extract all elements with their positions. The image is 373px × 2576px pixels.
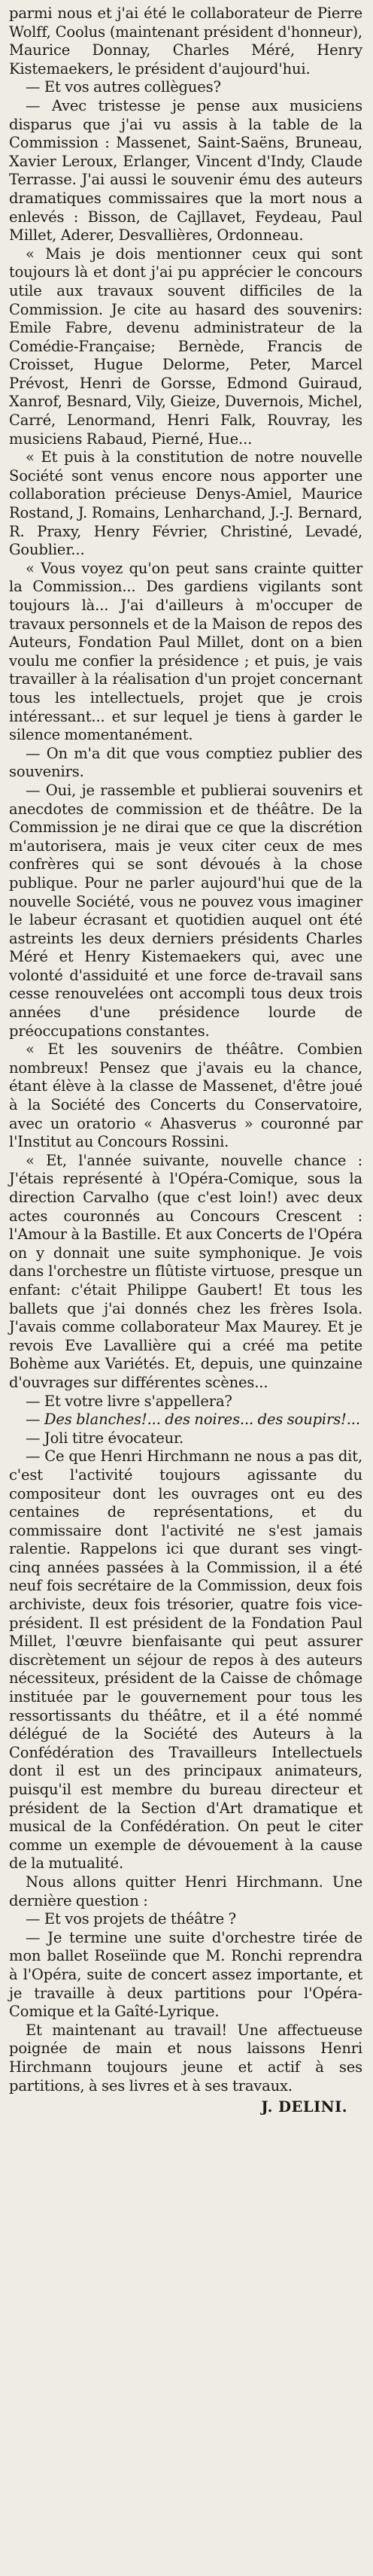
article-paragraph: — Avec tristesse je pense aux musiciens disparus que j'ai vu assis à la table de la Commission : Massenet, Saint-Saëns, Bruneau, Xavier Leroux, Erlanger, Vincent d'Indy, Claude Terrasse. J'ai aussi le souvenir ému des auteurs dramatiques commissaires que la mort nous a enlevés : Bisson, de Cajllavet, Feydeau, Paul Millet, Aderer, Desvallières, Ordonneau.	[9, 96, 362, 245]
article-paragraph: — Je termine une suite d'orchestre tirée de mon ballet Roseïinde que M. Ronchi reprendra à l'Opéra, suite de concert assez importante, et je travaille à deux partitions pour l'Opéra-Comique et la Gaîté-Lyrique.	[9, 1928, 362, 2021]
article-paragraph: « Et puis à la constitution de notre nouvelle Société sont venus encore nous apporter une collaboration précieuse Denys-Amiel, Maurice Rostand, J. Romains, Lenharchand, J.-J. Bernard, R. Praxy, Henry Février, Christiné, Levadé, Goublier...	[9, 448, 362, 559]
article-paragraph: Nous allons quitter Henri Hirchmann. Une dernière question :	[9, 1873, 362, 1909]
article-paragraph: — Joli titre évocateur.	[26, 1429, 184, 1447]
article-paragraph: — Et votre livre s'appellera?	[26, 1392, 232, 1410]
author-signature: J. DELINI.	[261, 2098, 347, 2116]
article-paragraph: — Oui, je rassemble et publierai souvenirs et anecdotes de commission et de théâtre. De la Commission je ne dirai que ce que la discrétion m'autorisera, mais je veux citer ceux de mes confrères qui se sont dévoués à la chose publique. Pour ne parler aujourd'hui que de la nouvelle Société, vous ne pouvez vous imaginer le labeur écrasant et quotidien auquel ont été astreints les deux derniers présidents Charles Méré et Henry Kistemaekers qui, avec une volonté d'assiduité et une force de-travail sans cesse renouvelées ont accompli tous deux trois années d'une présidence lourde de préoccupations constantes.	[9, 781, 362, 1040]
article-paragraph: parmi nous et j'ai été le collaborateur de Pierre Wolff, Coolus (maintenant président d'honneur), Maurice Donnay, Charles Méré, Henry Kistemaekers, le président d'aujourd'hui.	[9, 5, 362, 77]
article-paragraph: — On m'a dit que vous comptiez publier des souvenirs.	[9, 744, 362, 781]
article-paragraph: « Et, l'année suivante, nouvelle chance : J'étais représenté à l'Opéra-Comique, sous la direction Carvalho (que c'est loin!) avec deux actes couronnés au Concours Crescent : l'Amour à la Bastille. Et aux Concerts de l'Opéra on y donnait une suite symphonique. Je vois dans l'orchestre un flûtiste virtuose, presque un enfant: c'était Philippe Gaubert! Et tous les ballets que j'ai donnés chez les frères Isola. J'avais comme collaborateur Max Maurey. Et je revois Eve Lavallière qui a créé ma petite Bohème aux Variétés. Et, depuis, une quinzaine d'ouvrages sur différentes scènes...	[9, 1151, 362, 1391]
article-paragraph: — Ce que Henri Hirchmann ne nous a pas dit, c'est l'activité toujours agissante du compositeur dont les ouvrages ont eu des centaines de représentations, et du commissaire dont l'activité ne s'est jamais ralentie. Rappelons ici que durant ses vingt-cinq années passées à la Commission, il a été neuf fois secrétaire de la Commission, deux fois archiviste, deux fois trésorier, quatre fois vice-président. Il est président de la Fondation Paul Millet, l'œuvre bienfaisante qui peut assurer discrètement un séjour de repos à des auteurs nécessiteux, président de la Caisse de chômage instituée par le gouvernement pour tous les ressortissants du théâtre, et il a été nommé délégué de la Société des Auteurs à la Confédération des Travailleurs Intellectuels dont il est un des principaux animateurs, puisqu'il est membre du bureau directeur et président de la Section d'Art dramatique et musical de la Confédération. On peut le citer comme un exemple de dévouement à la cause de la mutualité.	[9, 1447, 362, 1873]
article-paragraph: — Et vos projets de théâtre ?	[26, 1910, 236, 1928]
article-paragraph: Et maintenant au travail! Une affectueuse poignée de main et nous laissons Henri Hirchmann toujours jeune et actif à ses partitions, à ses livres et à ses travaux.	[9, 2021, 362, 2095]
article-body	[9, 5, 362, 2095]
article-paragraph: — Des blanches!... des noires... des soupirs!...	[26, 1411, 360, 1429]
article-paragraph: « Vous voyez qu'on peut sans crainte quitter la Commission... Des gardiens vigilants sont toujours là... J'ai d'ailleurs à m'occuper de travaux personnels et de la Maison de repos des Auteurs, Fondation Paul Millet, dont on a bien voulu me confier la présidence ; et puis, je vais travailler à la réalisation d'un projet concernant tous les intellectuels, projet que je crois intéressant... et sur lequel je tiens à garder le silence momentanément.	[9, 559, 362, 744]
article-paragraph: « Et les souvenirs de théâtre. Combien nombreux! Pensez que j'avais eu la chance, étant élève à la classe de Massenet, d'être joué à la Société des Concerts du Conservatoire, avec un oratorio « Ahasverus » couronné par l'Institut au Concours Rossini.	[9, 1040, 362, 1151]
article-paragraph: — Et vos autres collègues?	[26, 78, 221, 96]
article-paragraph: « Mais je dois mentionner ceux qui sont toujours là et dont j'ai pu apprécier le concours utile aux travaux souvent difficiles de la Commission. Je cite au hasard des souvenirs: Emile Fabre, devenu administrateur de la Comédie-Française; Bernède, Francis de Croisset, Hugue Delorme, Peter, Marcel Prévost, Henri de Gorsse, Edmond Guiraud, Xanrof, Besnard, Vily, Gieize, Duvernois, Michel, Carré, Lenormand, Henri Falk, Rouvray, les musiciens Rabaud, Pierné, Hue...	[9, 245, 362, 448]
